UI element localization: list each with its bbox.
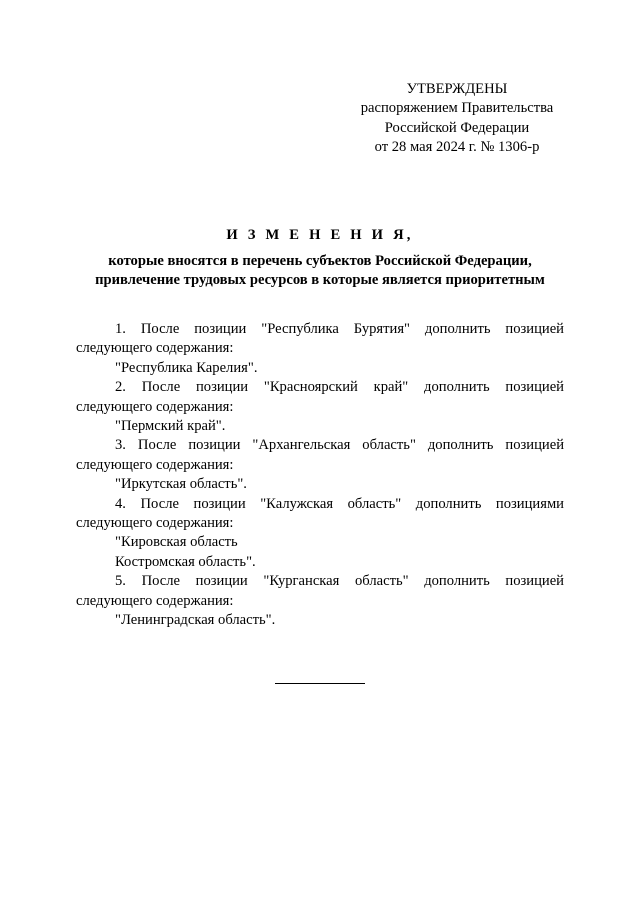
amendment-instruction-continued: следующего содержания:: [76, 456, 234, 473]
approval-title: УТВЕРЖДЕНЫ: [406, 81, 508, 97]
document-title: И З М Е Н Е Н И Я,: [226, 227, 414, 243]
amendment-value: "Иркутская область".: [115, 476, 247, 493]
document-subtitle: [60, 252, 580, 291]
amendment-instruction: 1. После позиции "Республика Бурятия" дополнить позицией: [115, 321, 564, 337]
amendment-value: "Кировская область: [115, 534, 238, 551]
amendment-instruction-continued: следующего содержания:: [76, 398, 234, 415]
amendment-item-3: [76, 436, 564, 475]
amendment-instruction: 4. После позиции "Калужская область" дополнить позициями: [115, 495, 564, 512]
amendments-list: [76, 320, 564, 631]
amendment-instruction-continued: следующего содержания:: [76, 515, 234, 532]
amendment-instruction-continued: следующего содержания:: [76, 592, 234, 609]
approval-date-number: от 28 мая 2024 г. № 1306-р: [374, 139, 540, 156]
amendment-instruction: 5. После позиции "Курганская область" дополнить позицией: [115, 573, 564, 590]
amendment-item-2: [76, 378, 564, 417]
closing-divider-line: [275, 683, 365, 684]
approval-issuer-country: Российской Федерации: [384, 119, 530, 136]
amendment-value: "Республика Карелия".: [115, 359, 258, 376]
amendment-item-5: [76, 572, 564, 611]
amendment-item-1: [76, 320, 564, 359]
amendment-instruction-continued: следующего содержания:: [76, 340, 234, 357]
amendment-instruction: 2. После позиции "Красноярский край" дополнить позицией: [115, 379, 564, 396]
approval-block: [340, 80, 574, 158]
amendment-item-4: [76, 495, 564, 534]
amendment-instruction: 3. После позиции "Архангельская область" дополнить позицией: [115, 437, 564, 454]
subtitle-line-1: которые вносятся в перечень субъектов Российской Федерации,: [108, 253, 532, 269]
amendment-value: "Ленинградская область".: [115, 612, 276, 629]
subtitle-line-2: привлечение трудовых ресурсов в которые является приоритетным: [95, 272, 545, 289]
approval-issuer: распоряжением Правительства: [360, 100, 554, 117]
amendment-value: "Пермский край".: [115, 418, 226, 435]
amendment-value: Костромская область".: [115, 553, 256, 570]
